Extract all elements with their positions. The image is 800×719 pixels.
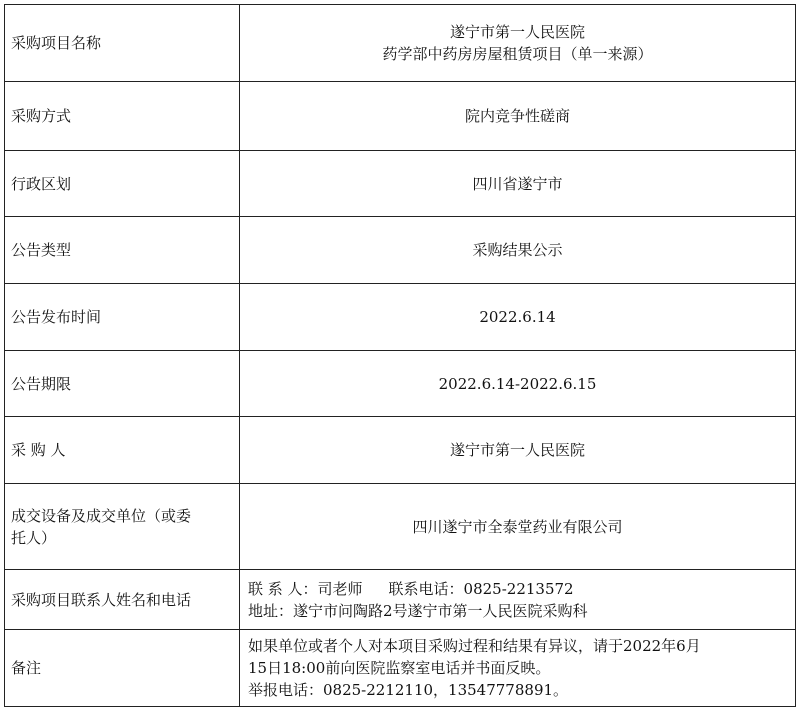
row-label-project-name: 采购项目名称 xyxy=(5,5,240,82)
winning-supplier-label-line1: 成交设备及成交单位（或委 xyxy=(11,506,192,525)
remark-line2: 15日18:00前向医院监察室电话并书面反映。 xyxy=(248,659,551,677)
row-value-remarks xyxy=(240,630,796,707)
row-label-purchaser: 采 购 人 xyxy=(5,417,240,484)
row-value-notice-period: 2022.6.14-2022.6.15 xyxy=(240,351,796,417)
row-label-procurement-method: 采购方式 xyxy=(5,82,240,151)
table-row xyxy=(5,5,796,82)
table-row xyxy=(5,82,796,151)
table-row xyxy=(5,151,796,217)
row-label-publish-time: 公告发布时间 xyxy=(5,284,240,351)
contact-line xyxy=(248,578,789,600)
table-row xyxy=(5,351,796,417)
table-row xyxy=(5,484,796,570)
table-row xyxy=(5,570,796,630)
row-label-notice-period: 公告期限 xyxy=(5,351,240,417)
row-value-region: 四川省遂宁市 xyxy=(240,151,796,217)
row-value-contact xyxy=(240,570,796,630)
row-label-contact: 采购项目联系人姓名和电话 xyxy=(5,570,240,630)
remark-line1: 如果单位或者个人对本项目采购过程和结果有异议，请于2022年6月 xyxy=(248,637,701,655)
table-row xyxy=(5,284,796,351)
project-name-line2: 药学部中药房房屋租赁项目（单一来源） xyxy=(382,45,653,63)
row-label-notice-type: 公告类型 xyxy=(5,217,240,284)
row-label-region: 行政区划 xyxy=(5,151,240,217)
contact-phone: 联系电话：0825-2213572 xyxy=(388,579,574,598)
row-value-purchaser: 遂宁市第一人民医院 xyxy=(240,417,796,484)
row-label-winning-supplier xyxy=(5,484,240,570)
remark-line3: 举报电话：0825-2212110，13547778891。 xyxy=(248,681,569,699)
row-value-notice-type: 采购结果公示 xyxy=(240,217,796,284)
table-row xyxy=(5,630,796,707)
row-label-remarks: 备注 xyxy=(5,630,240,707)
winning-supplier-label-line2: 托人） xyxy=(11,528,57,547)
project-name-line1: 遂宁市第一人民医院 xyxy=(449,23,585,41)
table-row xyxy=(5,417,796,484)
row-value-publish-time: 2022.6.14 xyxy=(240,284,796,351)
procurement-result-table xyxy=(4,4,796,707)
row-value-project-name xyxy=(240,5,796,82)
row-value-procurement-method: 院内竞争性磋商 xyxy=(240,82,796,151)
contact-person: 联 系 人：司老师 xyxy=(248,579,363,598)
table-row xyxy=(5,217,796,284)
row-value-winning-supplier: 四川遂宁市全泰堂药业有限公司 xyxy=(240,484,796,570)
contact-address: 地址：遂宁市问陶路2号遂宁市第一人民医院采购科 xyxy=(248,601,588,620)
